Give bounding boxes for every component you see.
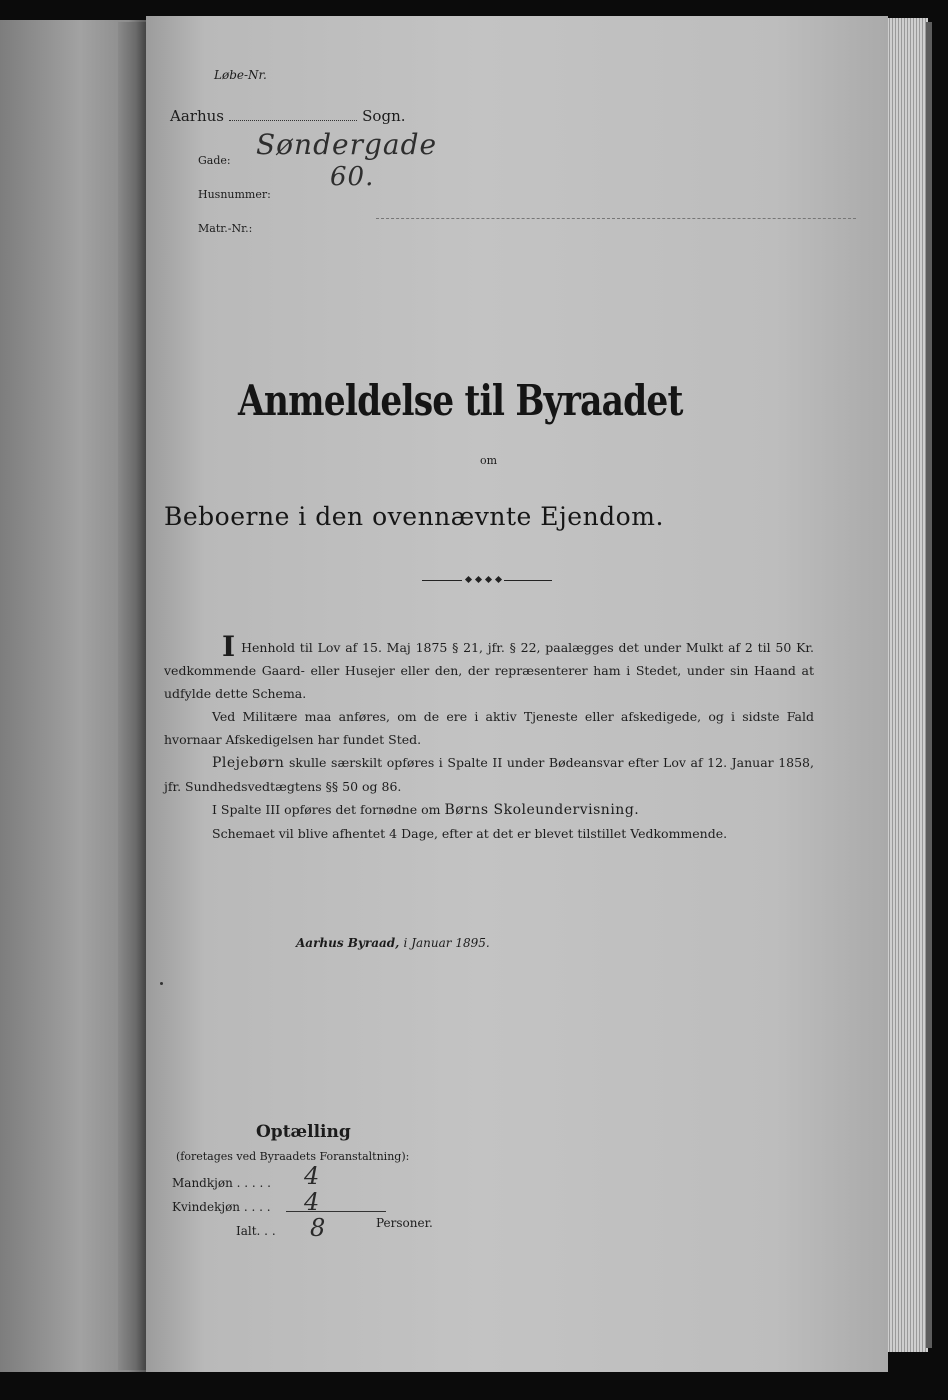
house-number-handwritten-value: 60. xyxy=(330,162,375,192)
drop-cap-letter: I xyxy=(222,630,236,663)
instruction-paragraph-4: I Spalte III opføres det fornødne om Børns Skoleundervisning. xyxy=(212,802,640,818)
male-count-label: Mandkjøn . . . . . xyxy=(172,1176,271,1190)
parish-label: Sogn. xyxy=(362,107,406,125)
female-count-value: 4 xyxy=(304,1188,320,1216)
count-section-title: Optælling xyxy=(256,1122,351,1142)
header-separator-line xyxy=(376,218,856,219)
instruction-paragraph-3: Plejebørn skulle særskilt opføres i Spalte II under Bødeansvar efter Lov af 12. Januar 1858, jfr. Sundhedsvedtægtens §§ 50 og 86. xyxy=(164,755,814,794)
city-name: Aarhus xyxy=(170,107,224,125)
document-page xyxy=(146,16,888,1372)
instruction-paragraph-1: I Henhold til Lov af 15. Maj 1875 § 21, jfr. § 22, paalægges det under Mulkt af 2 til 50 Kr. vedkommende Gaard- eller Husejer eller den, der repræsenterer ham i Stedet, under sin Haand at udfylde dette Schema. xyxy=(164,630,814,701)
issuer-signature xyxy=(296,936,490,950)
book-cover-edge xyxy=(926,22,932,1348)
parish-line xyxy=(170,106,406,125)
decorative-ornament-rule xyxy=(422,576,552,586)
matr-nr-label: Matr.-Nr.: xyxy=(198,222,253,235)
schooling-emphasis: Børns Skoleundervisning. xyxy=(444,802,640,818)
paper-speck xyxy=(160,982,163,985)
foster-children-emphasis: Plejebørn xyxy=(212,755,285,771)
instruction-paragraph-2: Ved Militære maa anføres, om de ere i aktiv Tjeneste eller afskedigede, og i sidste Fald hvornaar Afskedigelsen har fundet Sted. xyxy=(164,709,814,747)
instruction-paragraph-5: Schemaet vil blive afhentet 4 Dage, efter at det er blevet tilstillet Vedkommende. xyxy=(212,826,728,841)
female-count-label: Kvindekjøn . . . . xyxy=(172,1200,271,1214)
document-subtitle: Beboerne i den ovennævnte Ejendom. xyxy=(164,502,664,531)
title-connector: om xyxy=(480,454,498,467)
issuer-name: Aarhus Byraad, xyxy=(296,936,400,950)
total-count-value: 8 xyxy=(310,1214,326,1242)
book-gutter xyxy=(118,22,148,1370)
count-section-subtitle: (foretages ved Byraadets Foranstaltning): xyxy=(176,1150,410,1163)
instructions-text xyxy=(164,630,814,845)
page-stack-edge xyxy=(884,18,928,1352)
sum-underline xyxy=(286,1211,386,1212)
street-label: Gade: xyxy=(198,154,231,167)
lobe-nr-label: Løbe-Nr. xyxy=(214,68,267,82)
house-number-label: Husnummer: xyxy=(198,188,271,201)
street-handwritten-value: Søndergade xyxy=(256,128,438,161)
total-count-label: Ialt. . . xyxy=(236,1224,276,1238)
document-title: Anmeldelse til Byraadet xyxy=(238,376,683,425)
parish-fill-line xyxy=(229,108,357,121)
issue-date: i Januar 1895. xyxy=(403,936,490,950)
male-count-value: 4 xyxy=(304,1162,320,1190)
persons-label: Personer. xyxy=(376,1216,433,1230)
